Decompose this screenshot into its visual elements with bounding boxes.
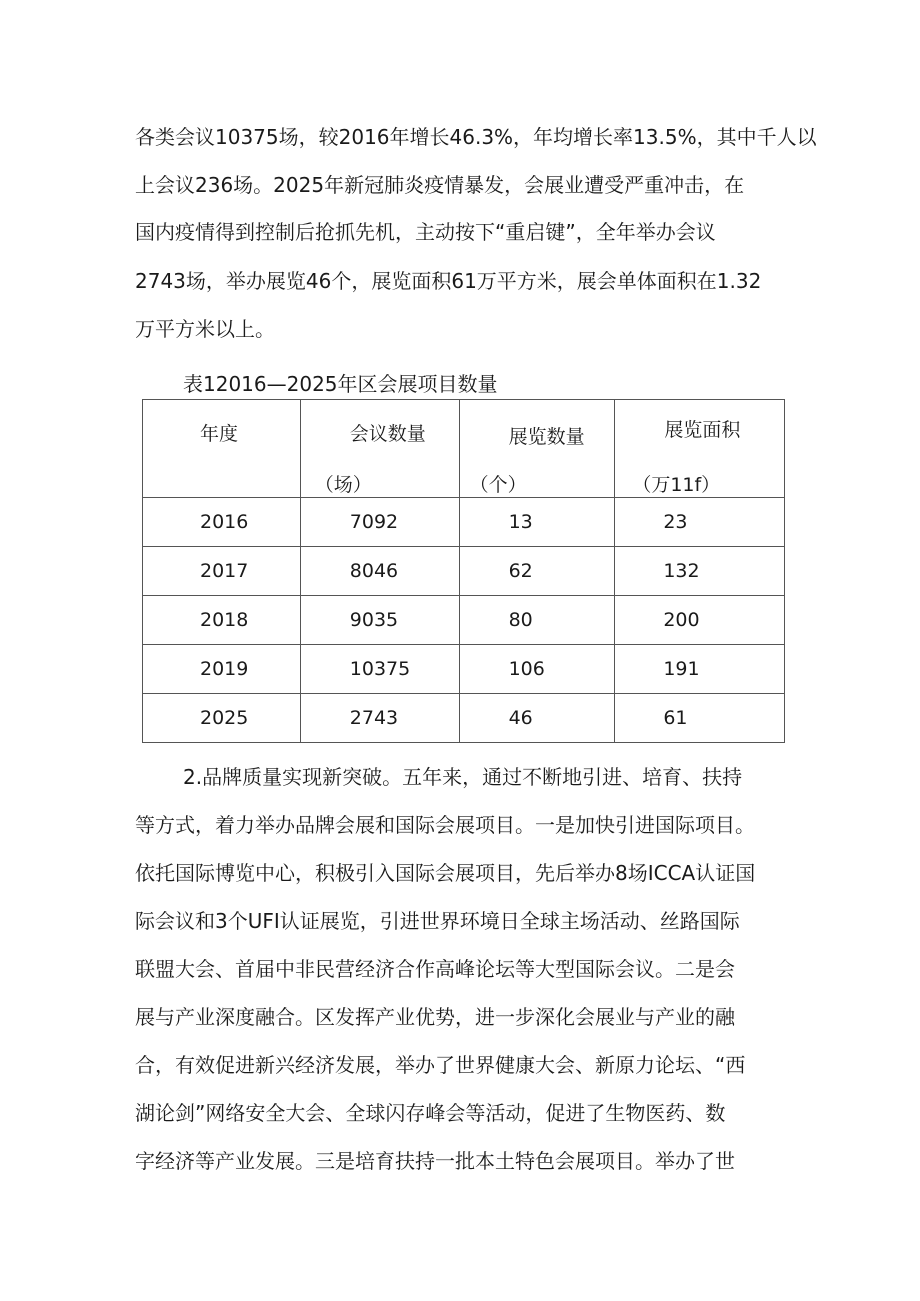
table-row <box>143 645 785 694</box>
header-meetings <box>300 400 459 498</box>
table-header-row <box>143 400 785 498</box>
cell-meetings: 7092 <box>300 498 459 547</box>
table-caption: 表12016—2025年区会展项目数量 <box>183 372 498 396</box>
exhibition-stats-table <box>142 399 785 743</box>
cell-exhibitions: 13 <box>459 498 615 547</box>
paragraph-2-line-5: 联盟大会、首届中非民营经济合作高峰论坛等大型国际会议。二是会 <box>135 957 735 981</box>
cell-exhibitions: 106 <box>459 645 615 694</box>
paragraph-2-line-9: 字经济等产业发展。三是培育扶持一批本土特色会展项目。举办了世 <box>135 1149 735 1173</box>
cell-year: 2025 <box>143 694 301 743</box>
cell-year: 2016 <box>143 498 301 547</box>
cell-area: 191 <box>615 645 785 694</box>
cell-meetings: 8046 <box>300 547 459 596</box>
cell-area: 23 <box>615 498 785 547</box>
table-row <box>143 694 785 743</box>
paragraph-2-line-7: 合，有效促进新兴经济发展，举办了世界健康大会、新原力论坛、“西 <box>135 1053 746 1077</box>
header-meetings-unit: （场） <box>314 474 372 496</box>
header-exhibitions-unit: （个） <box>469 474 527 496</box>
cell-meetings: 2743 <box>300 694 459 743</box>
cell-year: 2017 <box>143 547 301 596</box>
header-area <box>615 400 785 498</box>
paragraph-1-line-5: 万平方米以上。 <box>135 317 275 341</box>
header-meetings-label: 会议数量 <box>349 423 426 445</box>
cell-area: 200 <box>615 596 785 645</box>
cell-meetings: 10375 <box>300 645 459 694</box>
cell-year: 2019 <box>143 645 301 694</box>
header-exhibitions <box>459 400 615 498</box>
cell-exhibitions: 46 <box>459 694 615 743</box>
header-area-label: 展览面积 <box>664 419 741 441</box>
header-year <box>143 400 301 498</box>
paragraph-2-line-2: 等方式，着力举办品牌会展和国际会展项目。一是加快引进国际项目。 <box>135 813 755 837</box>
header-exhibitions-label: 展览数量 <box>508 426 585 448</box>
paragraph-2-line-3: 依托国际博览中心，积极引入国际会展项目，先后举办8场ICCA认证国 <box>135 861 756 885</box>
header-area-unit: （万11f） <box>632 474 721 496</box>
paragraph-1-line-3: 国内疫情得到控制后抢抓先机，主动按下“重启键”，全年举办会议 <box>135 220 716 244</box>
paragraph-2-line-4: 际会议和3个UFI认证展览，引进世界环境日全球主场活动、丝路国际 <box>135 909 740 933</box>
header-year-label: 年度 <box>200 423 239 445</box>
paragraph-2-line-6: 展与产业深度融合。区发挥产业优势，进一步深化会展业与产业的融 <box>135 1005 735 1029</box>
cell-exhibitions: 62 <box>459 547 615 596</box>
paragraph-2-line-8: 湖论剑”网络安全大会、全球闪存峰会等活动，促进了生物医药、数 <box>135 1101 726 1125</box>
table-row <box>143 498 785 547</box>
paragraph-1-line-4: 2743场，举办展览46个，展览面积61万平方米，展会单体面积在1.32 <box>135 269 762 293</box>
paragraph-1-line-2: 上会议236场。2025年新冠肺炎疫情暴发，会展业遭受严重冲击，在 <box>135 173 745 197</box>
cell-area: 61 <box>615 694 785 743</box>
table-row <box>143 596 785 645</box>
cell-exhibitions: 80 <box>459 596 615 645</box>
table-row <box>143 547 785 596</box>
cell-area: 132 <box>615 547 785 596</box>
cell-meetings: 9035 <box>300 596 459 645</box>
paragraph-2-line-1: 2.品牌质量实现新突破。五年来，通过不断地引进、培育、扶持 <box>183 765 743 789</box>
cell-year: 2018 <box>143 596 301 645</box>
paragraph-1-line-1: 各类会议10375场，较2016年增长46.3%，年均增长率13.5%，其中千人以 <box>135 125 817 149</box>
